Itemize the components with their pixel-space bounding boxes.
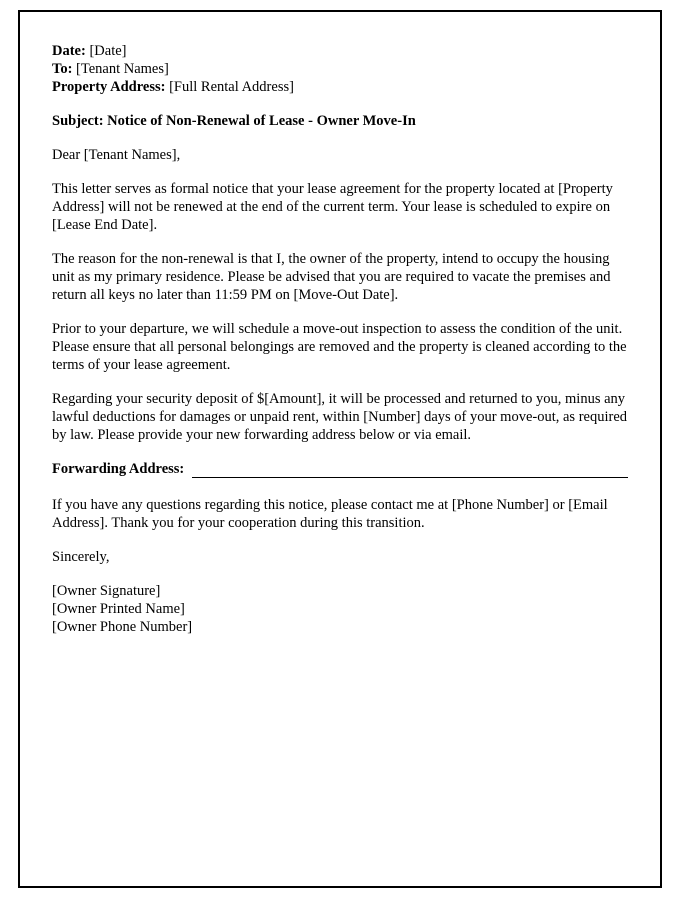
closing: Sincerely, xyxy=(52,549,110,565)
paragraph-contact: If you have any questions regarding this notice, please contact me at [Phone Number] or [Email Address]. Thank you for your cooperation during this transition. xyxy=(52,497,608,531)
paragraph-deposit: Regarding your security deposit of $[Amount], it will be processed and returned to you, minus any lawful deductions for damages or unpaid rent, within [Number] days of your move-out, as required by law. Please provide your new forwarding address below or via email. xyxy=(52,391,628,443)
date-line xyxy=(52,42,628,60)
to-label: To: xyxy=(52,61,73,77)
signature-line: [Owner Signature] xyxy=(52,583,161,599)
property-address-line xyxy=(52,78,628,96)
salutation: Dear [Tenant Names], xyxy=(52,147,181,163)
to-line xyxy=(52,60,628,78)
forwarding-address-blank-line xyxy=(192,463,628,479)
paragraph-notice: This letter serves as formal notice that your lease agreement for the property located at [Property Address] will not be renewed at the end of the current term. Your lease is scheduled to expire on [Lease End Date]. xyxy=(52,181,613,233)
property-address-label: Property Address: xyxy=(52,79,166,95)
property-address-value: [Full Rental Address] xyxy=(169,79,294,95)
to-value: [Tenant Names] xyxy=(76,61,169,77)
signature-block xyxy=(52,582,628,636)
subject-line: Subject: Notice of Non-Renewal of Lease - Owner Move-In xyxy=(52,113,416,129)
paragraph-inspection: Prior to your departure, we will schedule a move-out inspection to assess the condition of the unit. Please ensure that all personal belongings are removed and the property is cleaned according to the terms of your lease agreement. xyxy=(52,321,627,373)
paragraph-reason: The reason for the non-renewal is that I, the owner of the property, intend to occupy the housing unit as my primary residence. Please be advised that you are required to vacate the premises and return all keys no later than 11:59 PM on [Move-Out Date]. xyxy=(52,251,611,303)
date-value: [Date] xyxy=(89,43,127,59)
forwarding-address-label: Forwarding Address: xyxy=(52,461,185,477)
date-label: Date: xyxy=(52,43,86,59)
recipient-block xyxy=(52,60,628,96)
letter-page xyxy=(18,10,662,888)
forwarding-address-row xyxy=(52,460,628,478)
printed-name-line: [Owner Printed Name] xyxy=(52,601,185,617)
phone-number-line: [Owner Phone Number] xyxy=(52,619,193,635)
